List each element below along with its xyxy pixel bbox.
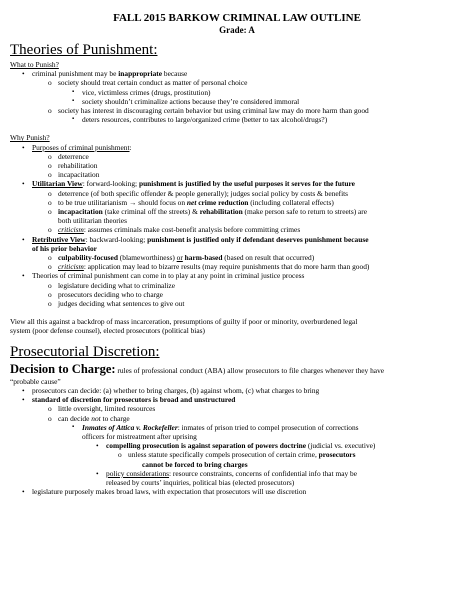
circle-bullet-icon: o <box>48 188 52 198</box>
list-item: • Retributive View: backward-looking; punishment is justified only if defendant deserves punishment because <box>22 234 369 244</box>
circle-bullet-icon: o <box>48 151 52 161</box>
bullet-icon: • <box>22 385 25 395</box>
list-item: o judges deciding what sentences to give out <box>48 299 185 309</box>
square-bullet-icon: ▪ <box>72 97 75 104</box>
circle-bullet-icon: o <box>48 225 52 235</box>
list-item: o to be true utilitarianism → should focus on net crime reduction (including collateral effects) <box>48 197 334 207</box>
bullet-icon: • <box>96 441 99 451</box>
list-item: o unless statute specifically compels prosecution of certain crime, prosecutors <box>118 450 356 460</box>
list-item: • Theories of criminal punishment can come in to play at any point in criminal justice process <box>22 271 305 281</box>
list-item: • Purposes of criminal punishment: <box>22 142 132 152</box>
list-item: o prosecutors deciding who to charge <box>48 289 163 299</box>
circle-bullet-icon: o <box>48 280 52 290</box>
list-item: o culpability-focused (blameworthiness) or harm-based (based on result that occurred) <box>48 253 315 263</box>
circle-bullet-icon: o <box>48 262 52 272</box>
circle-bullet-icon: o <box>48 161 52 171</box>
list-item: o society should treat certain conduct as matter of personal choice <box>48 78 248 88</box>
list-item: • standard of discretion for prosecutors is broad and unstructured <box>22 395 236 405</box>
bullet-icon: • <box>22 179 25 189</box>
square-bullet-icon: ▪ <box>72 423 75 430</box>
list-item: o society has interest in discouraging certain behavior but using criminal law may do more harm than good <box>48 106 369 116</box>
circle-bullet-icon: o <box>48 289 52 299</box>
list-item: • criminal punishment may be inappropriate because <box>22 69 188 79</box>
list-item: • policy considerations: resource constraints, concerns of confidential info that may be <box>96 468 358 478</box>
list-item: ▪ society shouldn’t criminalize actions because they’re considered immoral <box>72 96 300 106</box>
list-item: • legislature purposely makes broad laws, with expectation that prosecutors will use discretion <box>22 487 307 497</box>
circle-bullet-icon: o <box>48 413 52 423</box>
list-item-continuation: released by courts’ inquiries, political bias (elected prosecutors) <box>106 477 295 487</box>
paragraph-decision-to-charge: Decision to Charge: rules of professional conduct (ABA) allow prosecutors to file charges whenever they have <box>10 361 385 376</box>
bullet-icon: • <box>96 468 99 478</box>
paragraph-line: “probable cause” <box>10 376 61 386</box>
subheading-decision-to-charge: Decision to Charge: <box>10 361 116 376</box>
bullet-icon: • <box>22 234 25 244</box>
list-item: ▪ deters resources, contributes to large/organized crime (better to tax alcohol/drugs?) <box>72 115 328 125</box>
circle-bullet-icon: o <box>48 106 52 116</box>
list-item: o can decide not to charge <box>48 413 130 423</box>
circle-bullet-icon: o <box>48 78 52 88</box>
section-heading-prosecutorial-discretion: Prosecutorial Discretion: <box>10 343 160 360</box>
bullet-icon: • <box>22 69 25 79</box>
document-title: FALL 2015 BARKOW CRIMINAL LAW OUTLINE <box>113 12 361 24</box>
list-item: o rehabilitation <box>48 161 98 171</box>
bullet-icon: • <box>22 395 25 405</box>
bullet-icon: • <box>22 487 25 497</box>
circle-bullet-icon: o <box>48 197 52 207</box>
list-item-continuation: of his prior behavior <box>32 243 97 253</box>
document-grade: Grade: A <box>219 25 255 35</box>
section-heading-theories: Theories of Punishment: <box>10 42 158 58</box>
circle-bullet-icon: o <box>48 299 52 309</box>
subheading-what-to-punish: What to Punish? <box>10 60 59 69</box>
subheading-why-punish: Why Punish? <box>10 133 50 143</box>
list-item: o deterrence <box>48 151 89 161</box>
circle-bullet-icon: o <box>48 207 52 217</box>
list-item: o incapacitation (take criminal off the streets) & rehabilitation (make person safe to return to streets) are <box>48 207 368 217</box>
list-item: • Utilitarian View: forward-looking; punishment is justified by the useful purposes it serves for the future <box>22 179 355 189</box>
list-item: o incapacitation <box>48 170 100 180</box>
list-item: o legislature deciding what to criminalize <box>48 280 175 290</box>
circle-bullet-icon: o <box>118 450 122 460</box>
list-item: o criticism: application may lead to bizarre results (may require punishments that do more harm than good) <box>48 262 370 272</box>
list-item: ▪ Inmates of Attica v. Rockefeller: inmates of prison tried to compel prosecution of corrections <box>72 422 359 432</box>
circle-bullet-icon: o <box>48 253 52 263</box>
paragraph-line: View all this against a backdrop of mass incarceration, presumptions of guilty if poor or minority, overburdened legal <box>10 317 358 327</box>
list-item: o criticism: assumes criminals make cost-benefit analysis before committing crimes <box>48 225 301 235</box>
list-item-continuation: cannot be forced to bring charges <box>142 459 248 469</box>
circle-bullet-icon: o <box>48 170 52 180</box>
list-item: o little oversight, limited resources <box>48 404 156 414</box>
circle-bullet-icon: o <box>48 404 52 414</box>
list-item: o deterrence (of both specific offender & people generally); judges social policy by costs & benefits <box>48 188 349 198</box>
list-item: • prosecutors can decide: (a) whether to bring charges, (b) against whom, (c) what charges to bring <box>22 385 320 395</box>
square-bullet-icon: ▪ <box>72 88 75 95</box>
list-item: ▪ vice, victimless crimes (drugs, prostitution) <box>72 87 211 97</box>
list-item-continuation: both utilitarian theories <box>58 216 127 226</box>
bullet-icon: • <box>22 142 25 152</box>
bullet-icon: • <box>22 271 25 281</box>
square-bullet-icon: ▪ <box>72 116 75 123</box>
list-item-continuation: officers for mistreatment after uprising <box>82 431 197 441</box>
paragraph-line: system (poor defense counsel), elected prosecutors (political bias) <box>10 326 205 336</box>
list-item: • compelling prosecution is against separation of powers doctrine (judicial vs. executive) <box>96 441 376 451</box>
